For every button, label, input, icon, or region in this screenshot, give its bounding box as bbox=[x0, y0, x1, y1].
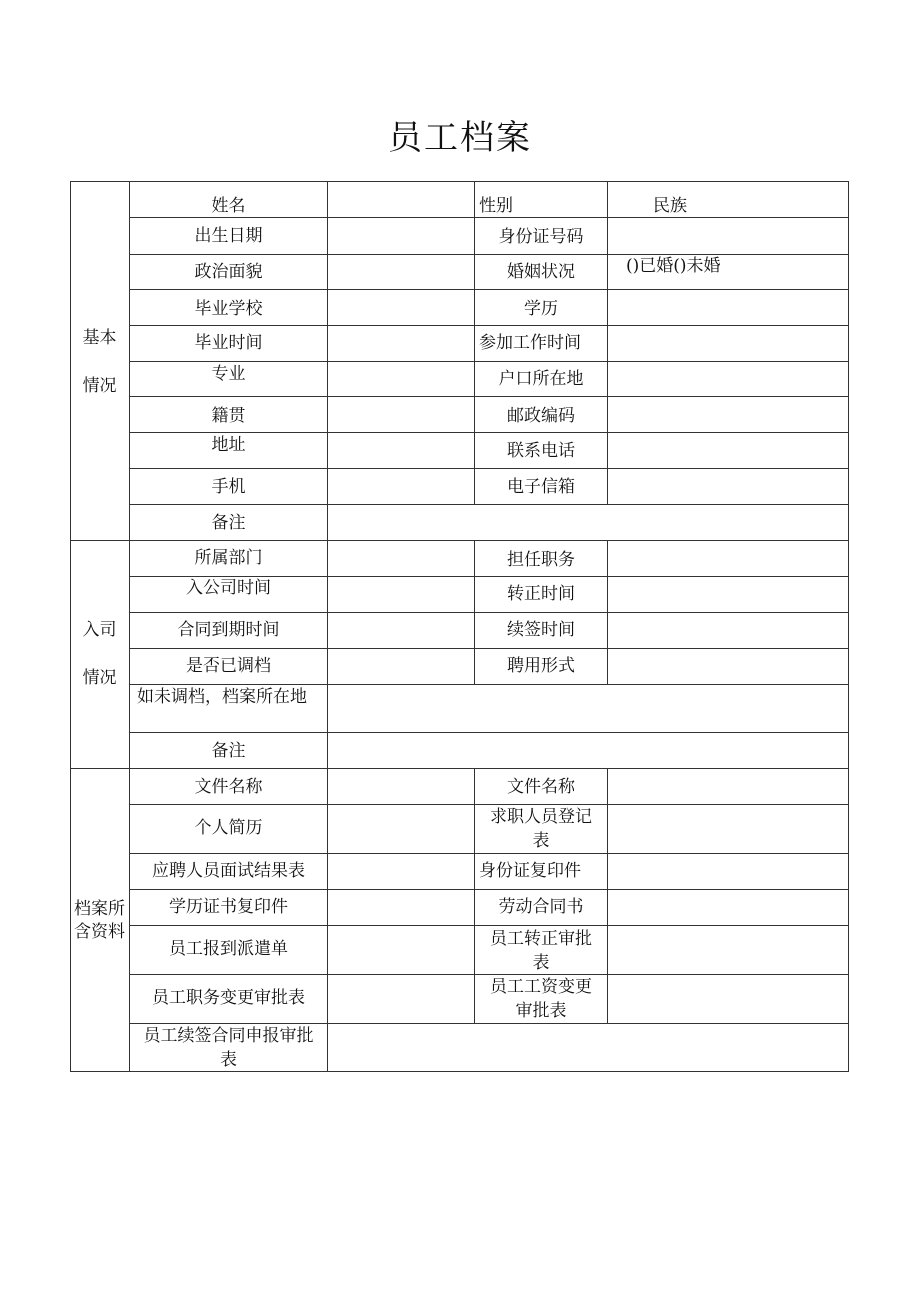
row-line bbox=[129, 648, 849, 649]
row-line bbox=[129, 289, 849, 290]
row-line bbox=[129, 612, 849, 613]
file-id-copy: 身份证复印件 bbox=[479, 861, 581, 881]
label-name: 姓名 bbox=[211, 196, 246, 216]
label-remark-join: 备注 bbox=[211, 741, 246, 761]
label-archive-location: 如未调档，档案所在地 bbox=[137, 687, 307, 707]
row-line bbox=[129, 504, 849, 505]
grid-line bbox=[607, 768, 608, 1023]
label-grad-time: 毕业时间 bbox=[194, 333, 263, 353]
label-id-number: 身份证号码 bbox=[498, 227, 584, 247]
row-line bbox=[129, 468, 849, 469]
label-address: 地址 bbox=[211, 435, 246, 455]
label-phone: 联系电话 bbox=[507, 441, 575, 461]
label-education: 学历 bbox=[524, 299, 558, 319]
label-employ-type: 聘用形式 bbox=[507, 656, 575, 676]
section-label-basic: 基本 情况 bbox=[82, 328, 117, 396]
label-department: 所属部门 bbox=[194, 548, 263, 568]
file-regular-form: 员工转正审批 表 bbox=[490, 929, 592, 973]
file-post-change: 员工职务变更审批表 bbox=[152, 988, 305, 1008]
row-line bbox=[129, 396, 849, 397]
section-divider bbox=[70, 768, 849, 769]
label-regular-time: 转正时间 bbox=[507, 584, 575, 604]
file-diploma: 学历证书复印件 bbox=[169, 897, 288, 917]
label-hukou: 户口所在地 bbox=[498, 369, 584, 389]
label-mobile: 手机 bbox=[211, 477, 246, 497]
grid-line bbox=[327, 181, 328, 1072]
section-label-join: 入司 情况 bbox=[82, 620, 117, 688]
file-apply-form: 求职人员登记 表 bbox=[490, 807, 592, 851]
file-labor-contract: 劳动合同书 bbox=[498, 897, 584, 917]
label-renew-time: 续签时间 bbox=[507, 620, 575, 640]
label-gender: 性别 bbox=[479, 196, 513, 216]
grid-line bbox=[607, 181, 608, 504]
label-archived: 是否已调档 bbox=[186, 656, 271, 676]
row-line bbox=[129, 325, 849, 326]
file-interview: 应聘人员面试结果表 bbox=[152, 861, 305, 881]
row-line bbox=[129, 732, 849, 733]
marital-value: ()已婚()未婚 bbox=[626, 256, 721, 276]
label-postcode: 邮政编码 bbox=[507, 406, 575, 426]
label-school: 毕业学校 bbox=[194, 299, 263, 319]
section-divider bbox=[70, 540, 849, 541]
label-contract-end: 合同到期时间 bbox=[177, 620, 280, 640]
label-file-name-right: 文件名称 bbox=[507, 777, 575, 797]
label-join-time: 入公司时间 bbox=[186, 578, 271, 598]
label-marital: 婚姻状况 bbox=[507, 262, 575, 282]
section-label-files: 档案所 含资料 bbox=[74, 899, 125, 942]
file-renew-form: 员工续签合同申报审批 表 bbox=[143, 1026, 314, 1070]
file-resume: 个人简历 bbox=[194, 818, 263, 838]
file-salary-change: 员工工资变更 审批表 bbox=[490, 977, 592, 1021]
row-line bbox=[129, 889, 849, 890]
label-major: 专业 bbox=[211, 364, 246, 384]
row-line bbox=[129, 254, 849, 255]
label-politics: 政治面貌 bbox=[194, 262, 263, 282]
label-work-start: 参加工作时间 bbox=[479, 333, 581, 353]
label-remark-basic: 备注 bbox=[211, 513, 246, 533]
label-birth-date: 出生日期 bbox=[194, 226, 263, 246]
label-position: 担任职务 bbox=[507, 550, 575, 570]
label-file-name-left: 文件名称 bbox=[194, 777, 263, 797]
file-dispatch: 员工报到派遣单 bbox=[169, 939, 288, 959]
row-line bbox=[129, 853, 849, 854]
label-native-place: 籍贯 bbox=[211, 406, 246, 426]
label-email: 电子信箱 bbox=[507, 477, 575, 497]
page-title: 员工档案 bbox=[388, 118, 532, 158]
label-ethnicity: 民族 bbox=[653, 196, 687, 216]
row-line bbox=[129, 925, 849, 926]
